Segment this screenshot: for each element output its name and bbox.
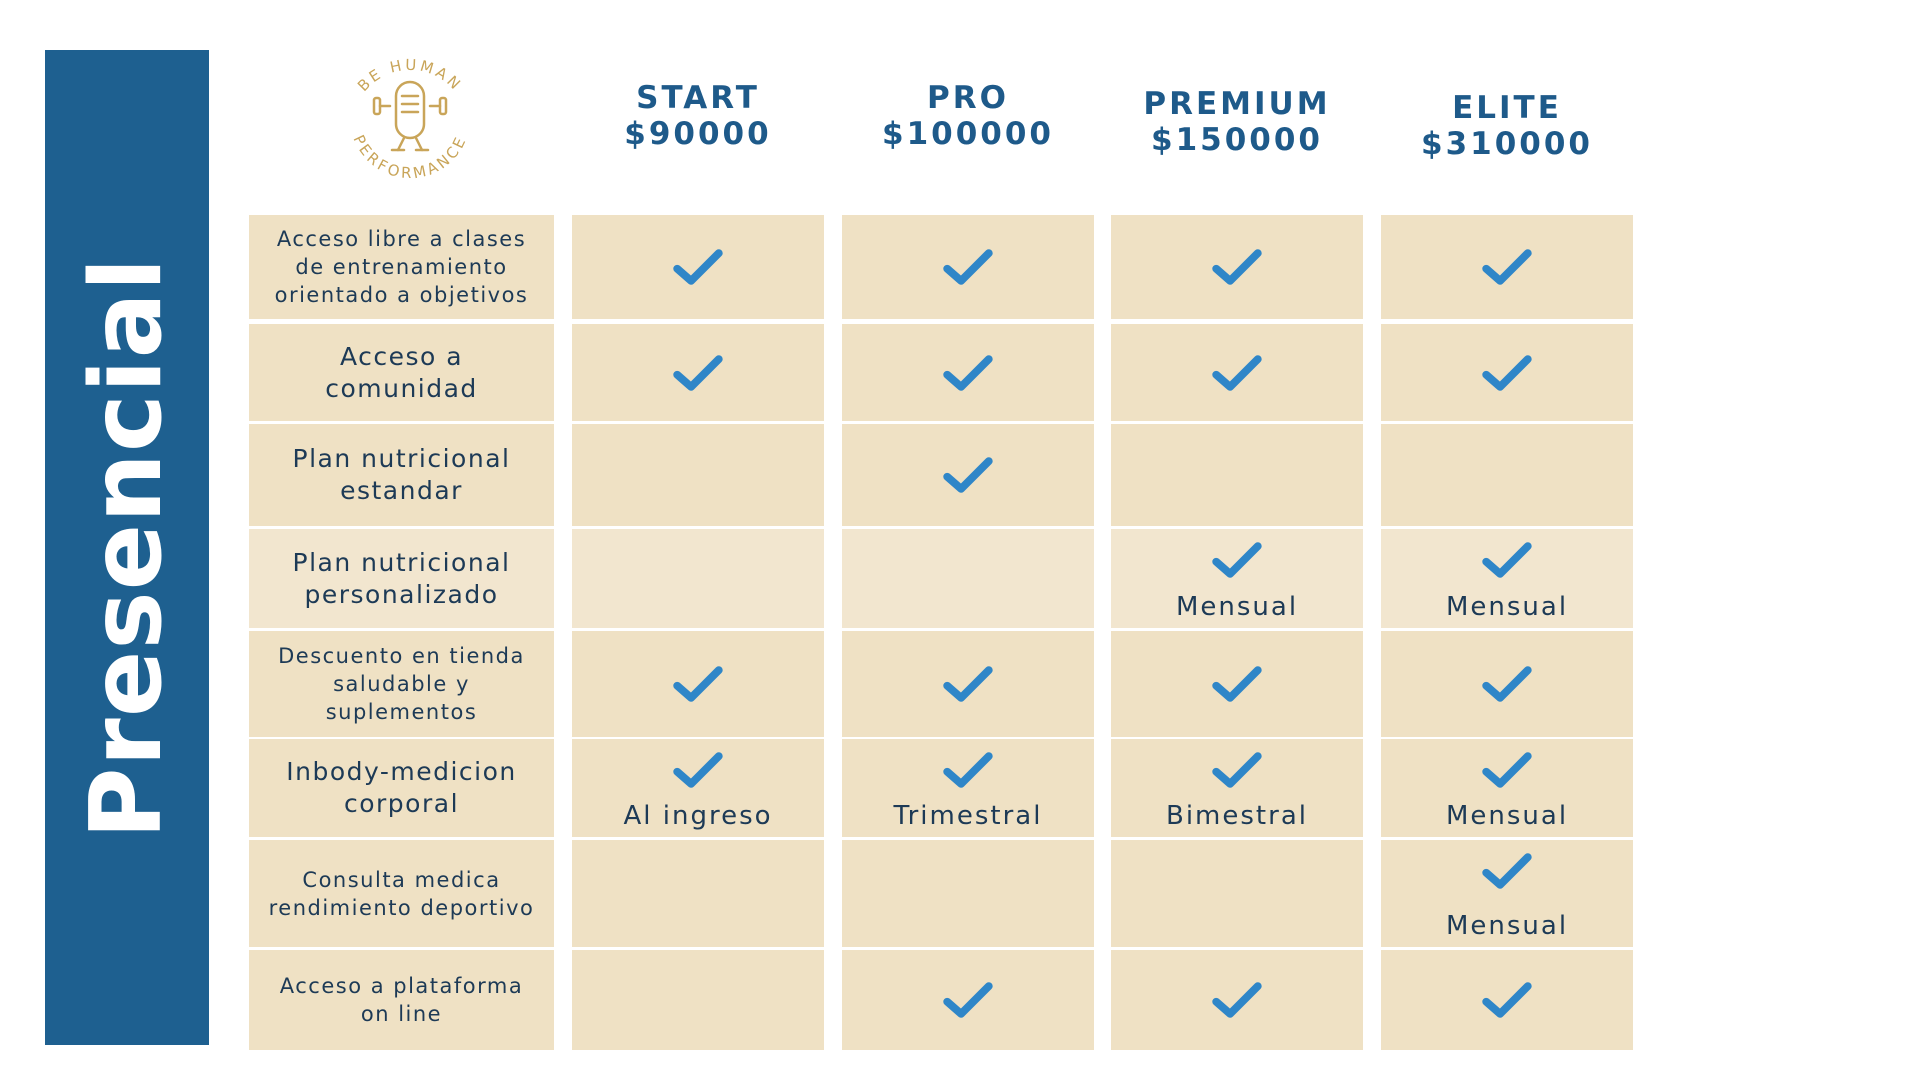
plan-cell-premium [1111, 215, 1363, 319]
frequency-note: Bimestral [1166, 801, 1308, 831]
feature-label: Plan nutricional estandar [249, 424, 554, 526]
plan-header-premium [1111, 86, 1363, 158]
checkmark-icon [1211, 663, 1263, 705]
checkmark-icon [942, 749, 994, 791]
checkmark-icon [1481, 749, 1533, 791]
plan-cell-premium [1111, 631, 1363, 737]
plan-cell-elite [1381, 324, 1633, 421]
plan-header-pro [842, 80, 1094, 152]
sidebar-title: Presencial [70, 256, 184, 839]
plan-cell-pro [842, 324, 1094, 421]
frequency-note: Al ingreso [623, 801, 773, 831]
checkmark-icon [1211, 352, 1263, 394]
feature-label: Acceso a comunidad [249, 324, 554, 421]
feature-label: Consulta medica rendimiento deportivo [249, 840, 554, 947]
frequency-note: Trimestral [893, 801, 1043, 831]
feature-label: Inbody-medicion corporal [249, 739, 554, 837]
checkmark-icon [672, 246, 724, 288]
plan-name: PREMIUM [1143, 86, 1331, 122]
checkmark-icon [672, 663, 724, 705]
plan-cell-elite [1381, 215, 1633, 319]
sidebar-banner [45, 50, 209, 1045]
feature-label: Acceso libre a clases de entrenamiento orientado a objetivos [249, 215, 554, 319]
plan-cell-premium [1111, 424, 1363, 526]
plan-cell-elite [1381, 529, 1633, 628]
checkmark-icon [942, 454, 994, 496]
checkmark-icon [672, 749, 724, 791]
be-human-performance-logo [330, 40, 490, 200]
plan-cell-pro [842, 631, 1094, 737]
plan-header-start [572, 80, 824, 152]
plan-cell-premium [1111, 529, 1363, 628]
logo-text-top: BE HUMAN [353, 55, 466, 95]
checkmark-icon [942, 979, 994, 1021]
checkmark-icon [1481, 246, 1533, 288]
plan-cell-pro [842, 950, 1094, 1050]
plan-price: $150000 [1151, 122, 1323, 158]
plan-cell-start [572, 424, 824, 526]
plan-price: $310000 [1421, 126, 1593, 162]
plan-cell-start [572, 324, 824, 421]
plan-price: $100000 [882, 116, 1054, 152]
plan-cell-start [572, 529, 824, 628]
plan-name: ELITE [1452, 90, 1562, 126]
checkmark-icon [1211, 246, 1263, 288]
plan-cell-elite [1381, 840, 1633, 947]
checkmark-icon [942, 352, 994, 394]
plan-cell-elite [1381, 950, 1633, 1050]
feature-label: Plan nutricional personalizado [249, 529, 554, 628]
plan-cell-elite [1381, 739, 1633, 837]
checkmark-icon [942, 663, 994, 705]
feature-label: Acceso a plataforma on line [249, 950, 554, 1050]
plan-cell-pro [842, 840, 1094, 947]
checkmark-icon [1481, 850, 1533, 892]
plan-cell-pro [842, 739, 1094, 837]
plan-cell-start [572, 739, 824, 837]
plan-cell-pro [842, 424, 1094, 526]
checkmark-icon [1481, 539, 1533, 581]
logo-text-bottom: PERFORMANCE [349, 132, 471, 183]
plan-cell-premium [1111, 739, 1363, 837]
checkmark-icon [1211, 749, 1263, 791]
frequency-note: Mensual [1445, 911, 1569, 941]
plan-cell-start [572, 631, 824, 737]
plan-cell-elite [1381, 424, 1633, 526]
plan-cell-elite [1381, 631, 1633, 737]
frequency-note: Mensual [1445, 592, 1569, 622]
checkmark-icon [1481, 352, 1533, 394]
plan-cell-start [572, 950, 824, 1050]
frequency-note: Mensual [1445, 801, 1569, 831]
svg-text:PERFORMANCE [350, 132, 471, 182]
feature-label: Descuento en tienda saludable y suplementos [249, 631, 554, 737]
svg-text:BE HUMAN [354, 56, 466, 95]
plan-cell-premium [1111, 950, 1363, 1050]
plan-price: $90000 [624, 116, 772, 152]
plan-name: PRO [927, 80, 1009, 116]
checkmark-icon [672, 352, 724, 394]
checkmark-icon [942, 246, 994, 288]
plan-cell-start [572, 215, 824, 319]
plan-cell-premium [1111, 840, 1363, 947]
mascot-icon [374, 82, 446, 150]
checkmark-icon [1211, 979, 1263, 1021]
checkmark-icon [1481, 979, 1533, 1021]
checkmark-icon [1481, 663, 1533, 705]
plan-cell-pro [842, 529, 1094, 628]
plan-cell-premium [1111, 324, 1363, 421]
plan-name: START [636, 80, 760, 116]
plan-cell-start [572, 840, 824, 947]
plan-header-elite [1381, 90, 1633, 162]
checkmark-icon [1211, 539, 1263, 581]
plan-cell-pro [842, 215, 1094, 319]
frequency-note: Mensual [1175, 592, 1299, 622]
